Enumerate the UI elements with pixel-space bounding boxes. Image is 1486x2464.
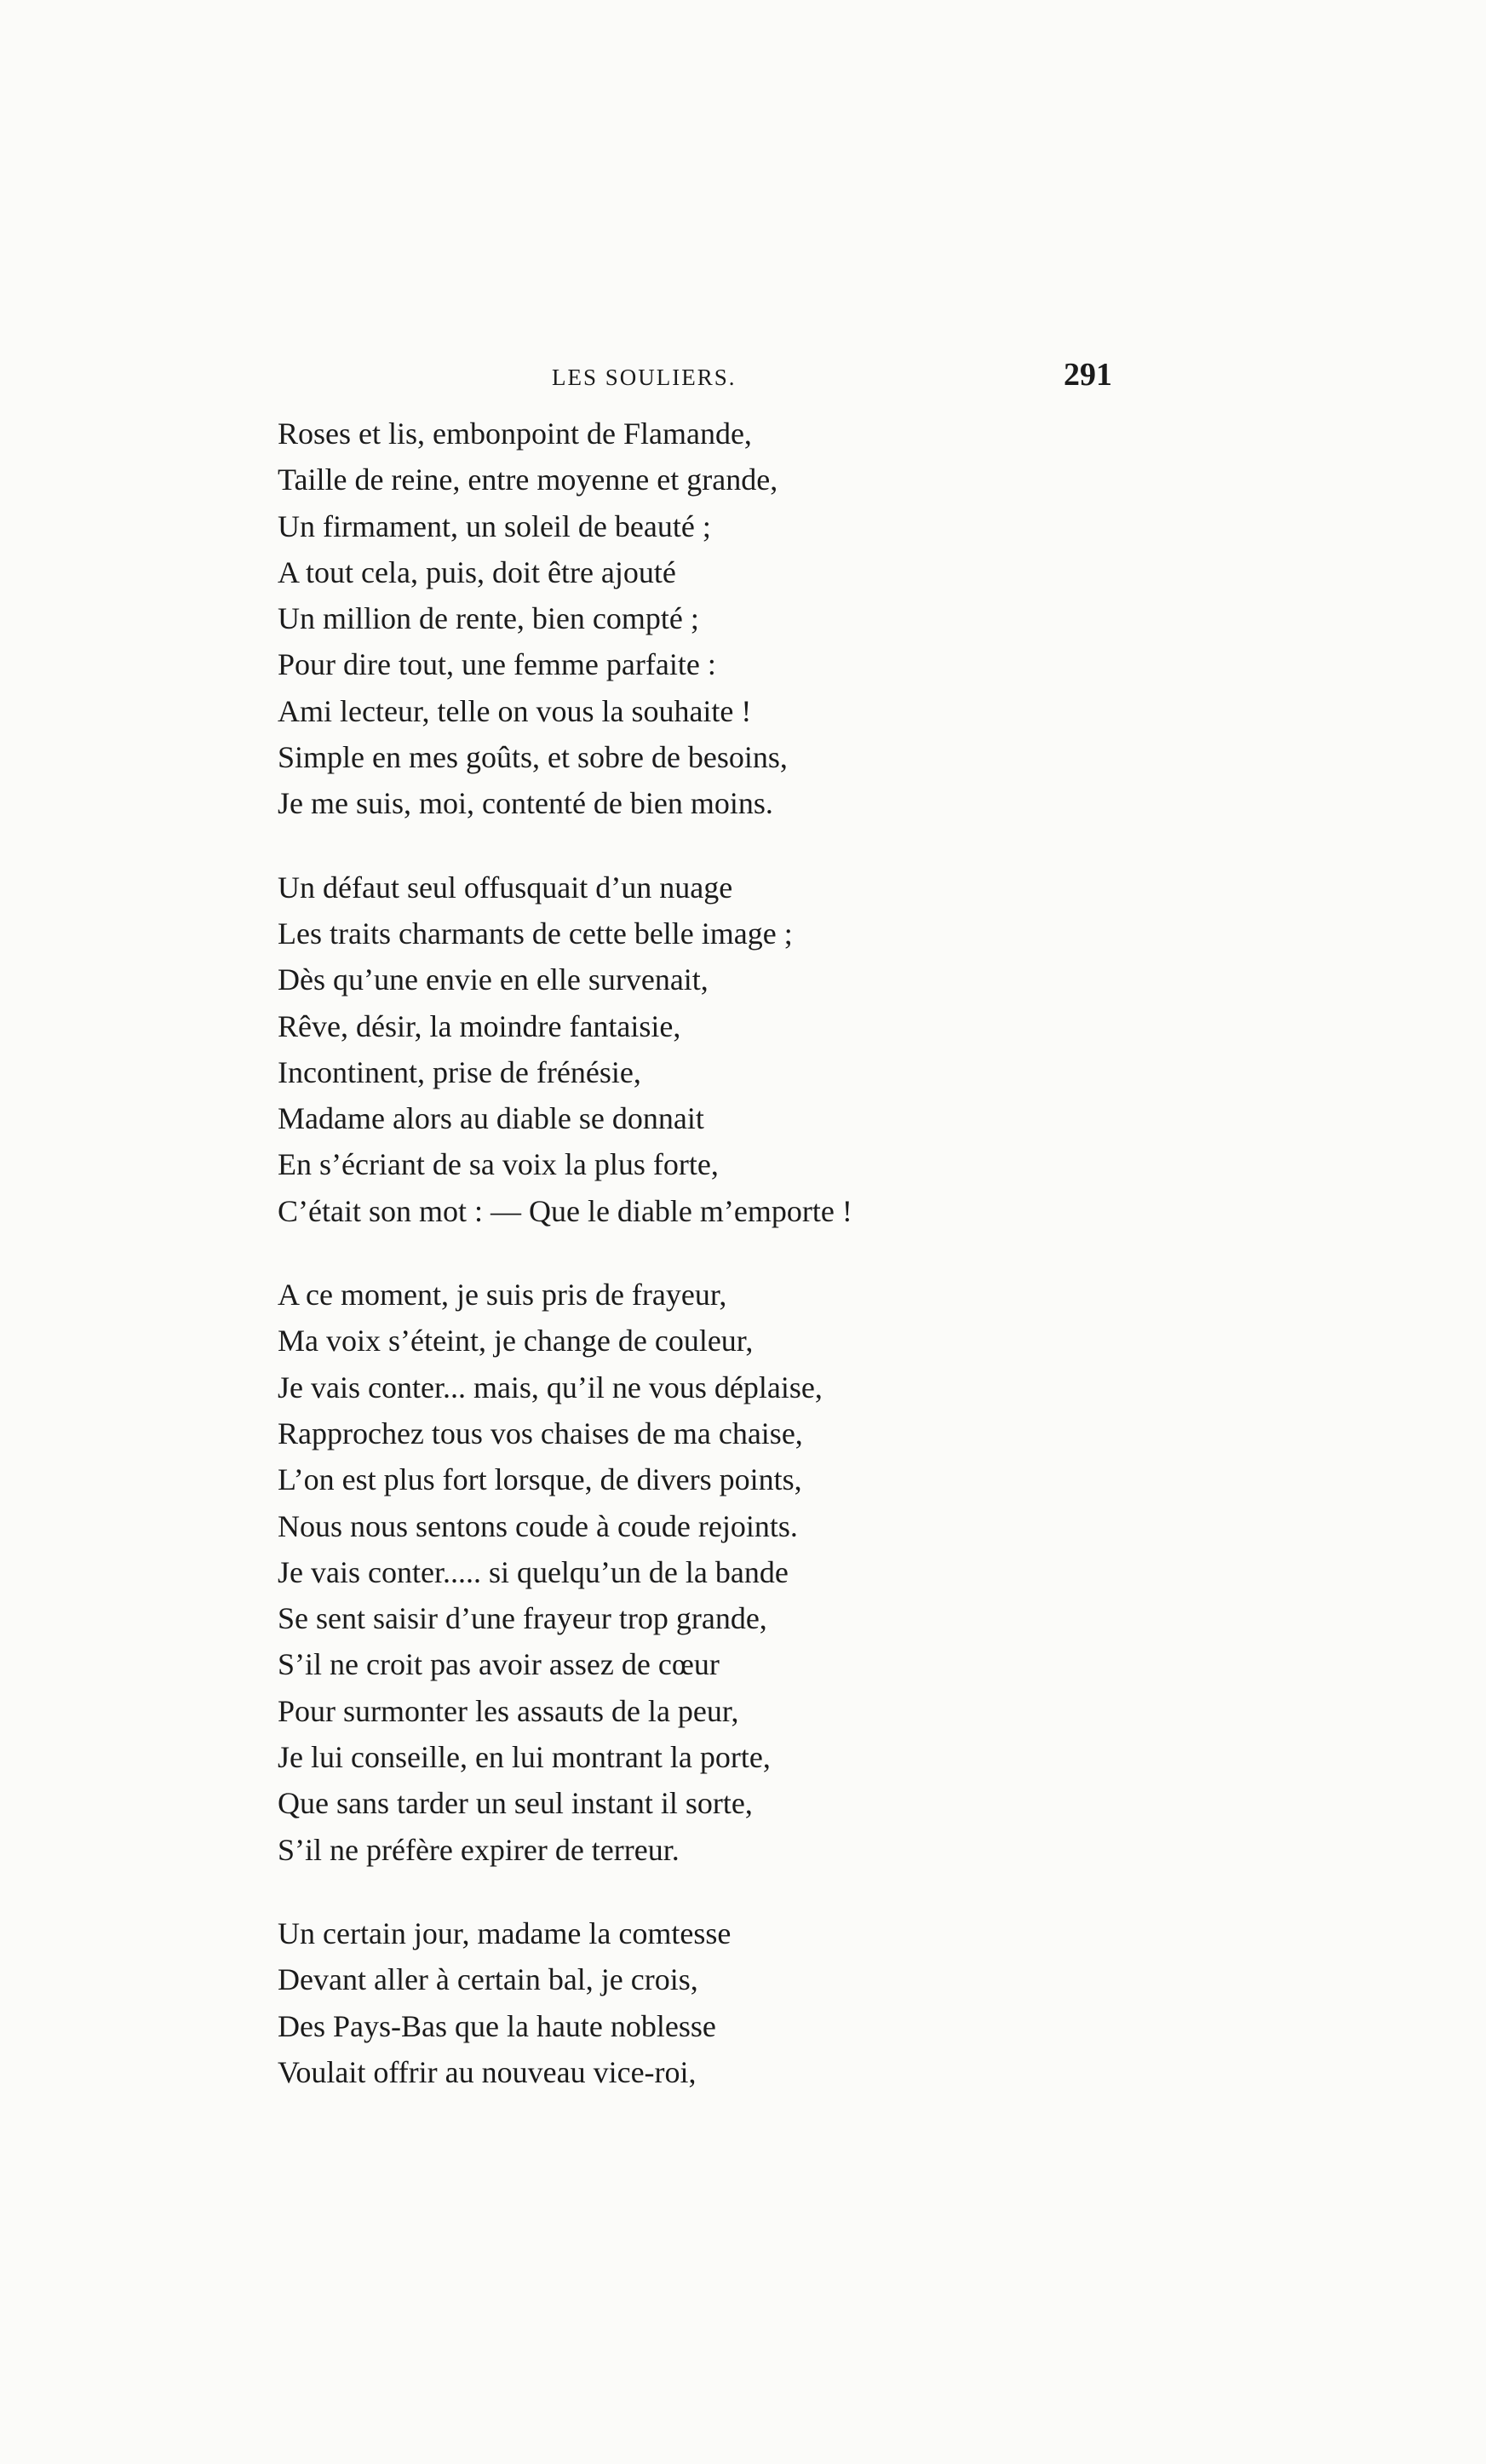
- verse-line: Devant aller à certain bal, je crois,: [278, 1962, 698, 1997]
- verse-line: Taille de reine, entre moyenne et grande,: [278, 462, 778, 497]
- verse-line: Rêve, désir, la moindre fantaisie,: [278, 1008, 681, 1043]
- poem-body: [278, 411, 1214, 2133]
- verse-line: A tout cela, puis, doit être ajouté: [278, 554, 676, 589]
- running-header: [278, 356, 1112, 407]
- verse-line: Je vais conter..... si quelqu’un de la bande: [278, 1554, 789, 1589]
- stanza-3: [278, 1272, 1214, 1873]
- verse-line: Voulait offrir au nouveau vice-roi,: [278, 2054, 697, 2089]
- verse-line: Je lui conseille, en lui montrant la porte,: [278, 1740, 771, 1775]
- verse-line: En s’écriant de sa voix la plus forte,: [278, 1147, 719, 1182]
- verse-line: Dès qu’une envie en elle survenait,: [278, 962, 709, 997]
- verse-line: Des Pays-Bas que la haute noblesse: [278, 2008, 716, 2043]
- verse-line: Incontinent, prise de frénésie,: [278, 1054, 641, 1089]
- verse-line: Ami lecteur, telle on vous la souhaite !: [278, 693, 752, 728]
- verse-line: Pour surmonter les assauts de la peur,: [278, 1693, 739, 1728]
- stanza-1: [278, 411, 1214, 827]
- verse-line: Rapprochez tous vos chaises de ma chaise,: [278, 1416, 803, 1450]
- verse-line: Pour dire tout, une femme parfaite :: [278, 647, 716, 682]
- verse-line: Roses et lis, embonpoint de Flamande,: [278, 416, 752, 451]
- verse-line: Je vais conter... mais, qu’il ne vous déplaise,: [278, 1370, 823, 1404]
- page-number: 291: [1064, 357, 1112, 393]
- verse-line: Madame alors au diable se donnait: [278, 1101, 704, 1136]
- verse-line: C’était son mot : — Que le diable m’emporte !: [278, 1193, 852, 1228]
- verse-line: Un firmament, un soleil de beauté ;: [278, 508, 711, 543]
- verse-line: Un million de rente, bien compté ;: [278, 601, 699, 636]
- verse-line: Ma voix s’éteint, je change de couleur,: [278, 1324, 754, 1358]
- verse-line: Simple en mes goûts, et sobre de besoins,: [278, 740, 788, 775]
- verse-line: Se sent saisir d’une frayeur trop grande,: [278, 1601, 767, 1636]
- verse-line: Un défaut seul offusquait d’un nuage: [278, 870, 733, 905]
- running-title: LES SOULIERS.: [552, 365, 737, 390]
- verse-line: Nous nous sentons coude à coude rejoints.: [278, 1508, 798, 1543]
- stanza-2: [278, 864, 1214, 1234]
- verse-line: A ce moment, je suis pris de frayeur,: [278, 1278, 727, 1312]
- verse-line: L’on est plus fort lorsque, de divers points,: [278, 1462, 802, 1497]
- verse-line: Un certain jour, madame la comtesse: [278, 1915, 732, 1950]
- verse-line: Que sans tarder un seul instant il sorte,: [278, 1786, 753, 1821]
- stanza-4: [278, 1910, 1214, 2095]
- verse-line: Je me suis, moi, contenté de bien moins.: [278, 786, 773, 821]
- verse-line: S’il ne croit pas avoir assez de cœur: [278, 1647, 720, 1682]
- verse-line: S’il ne préfère expirer de terreur.: [278, 1832, 680, 1867]
- verse-line: Les traits charmants de cette belle image ;: [278, 916, 793, 951]
